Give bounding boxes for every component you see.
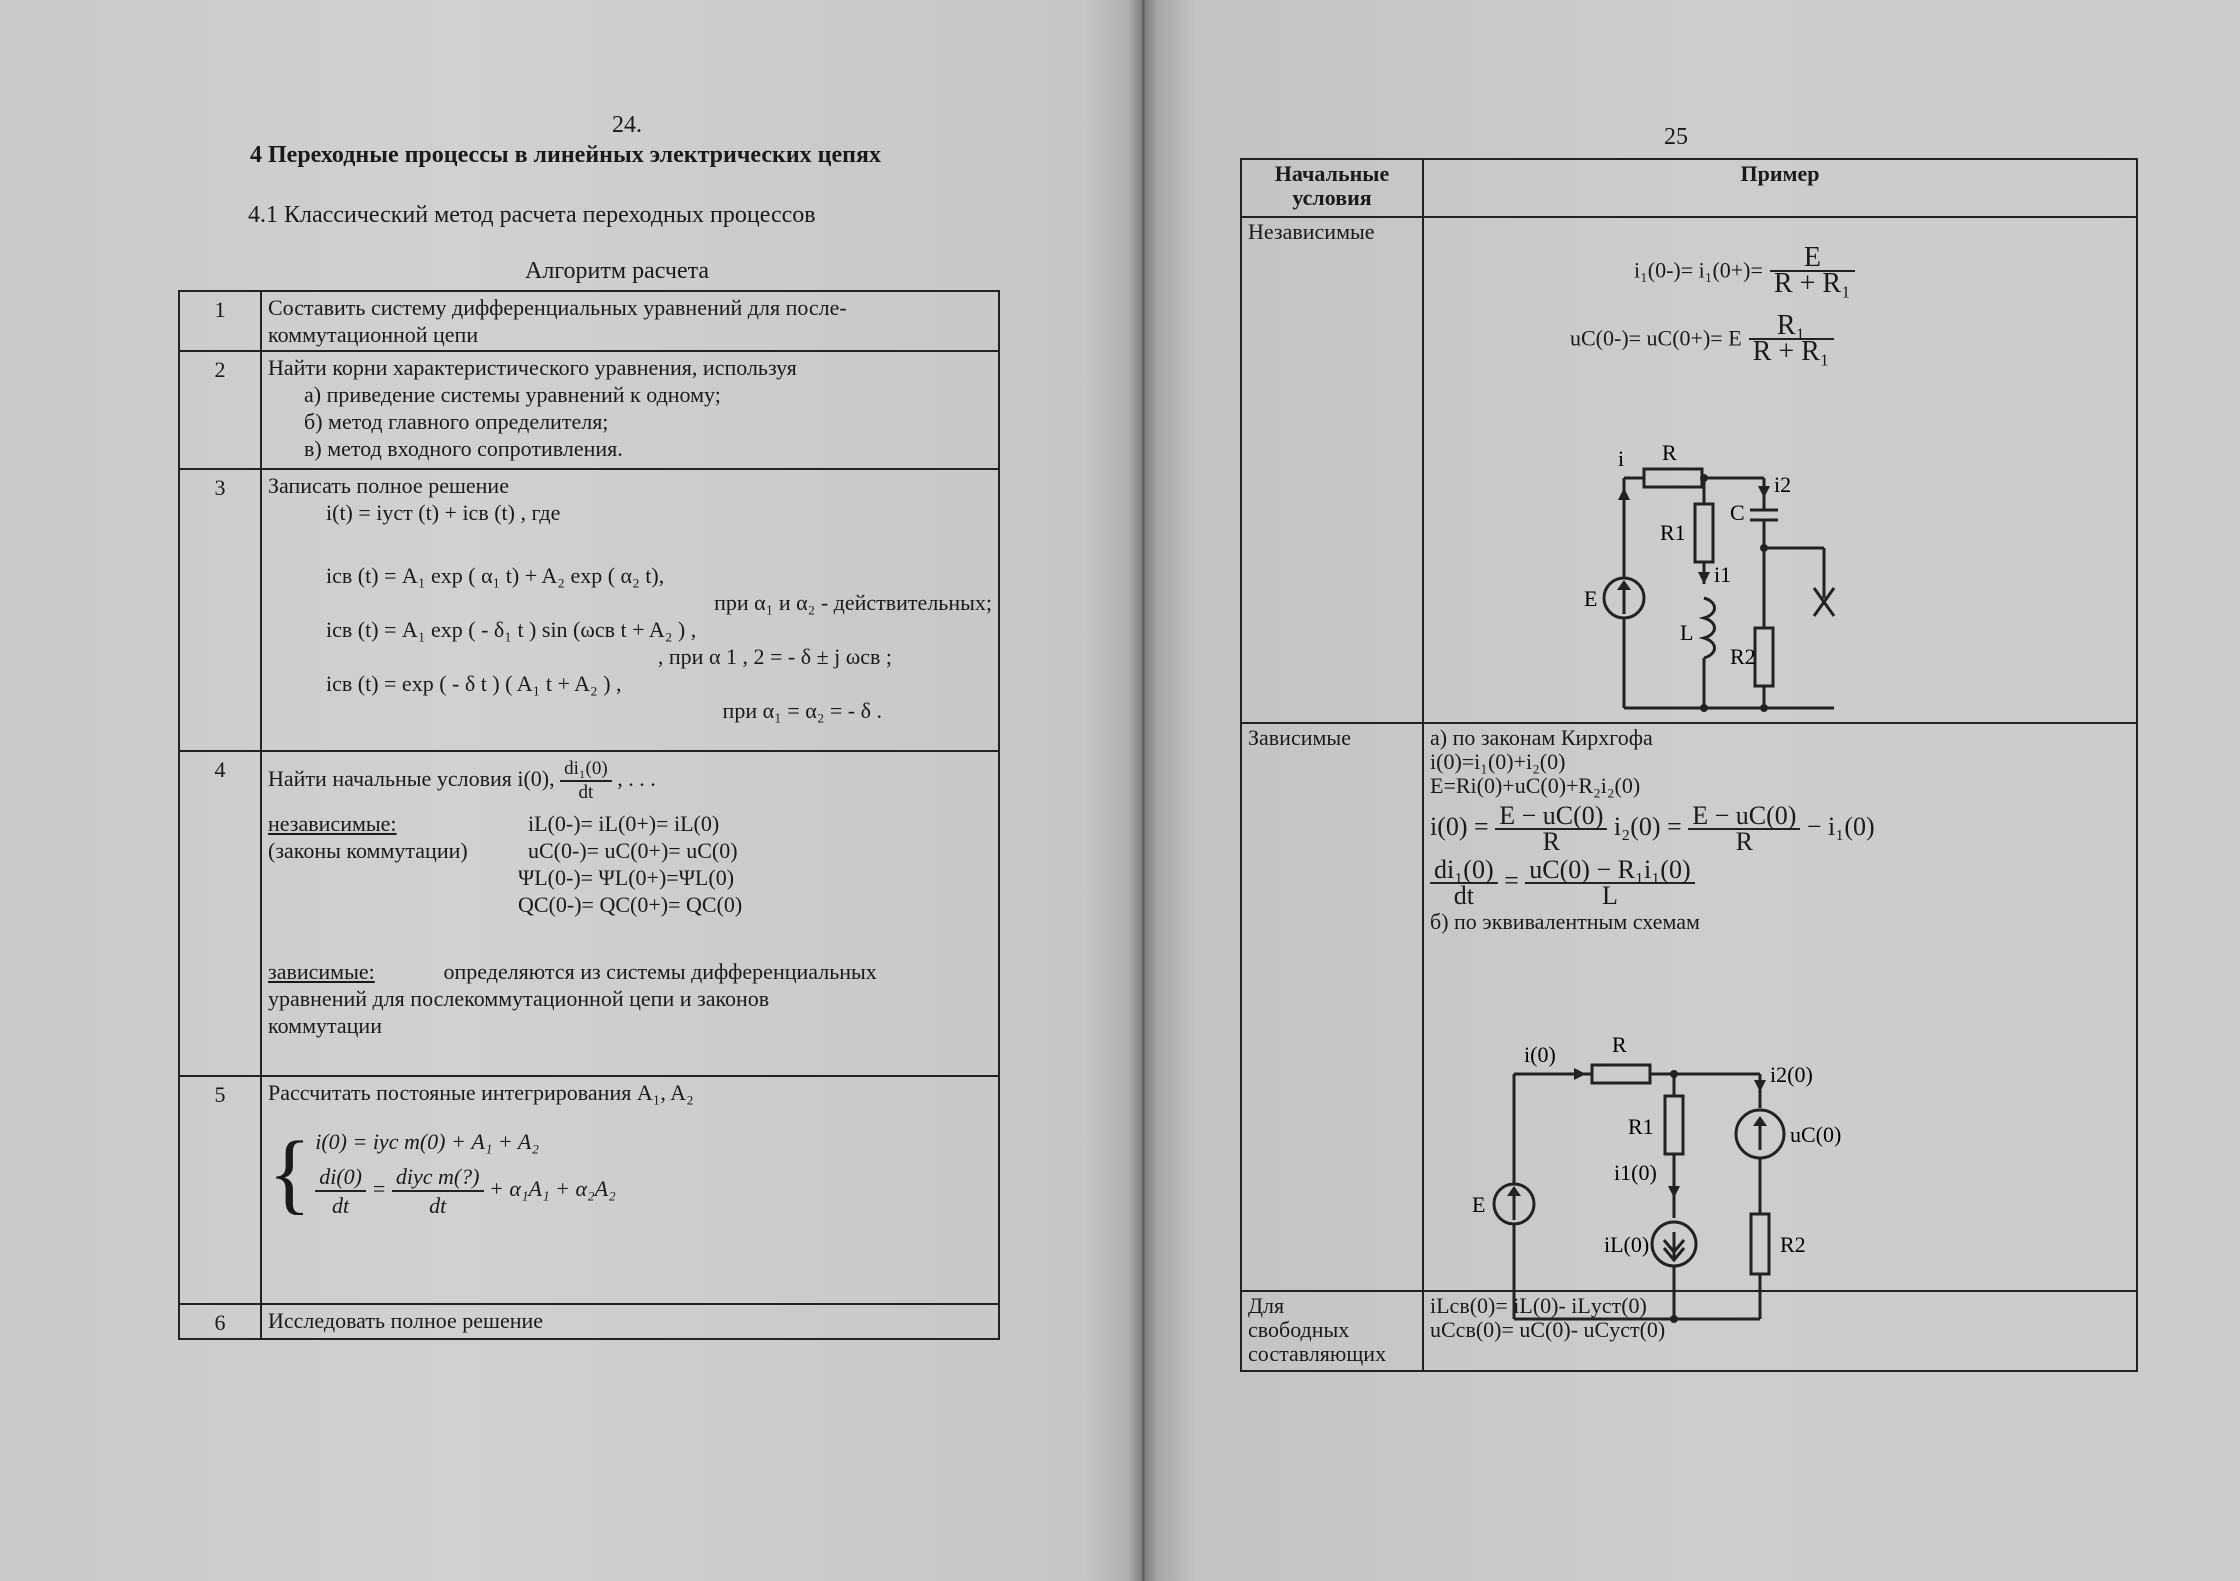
- label-iL0: iL(0): [1604, 1232, 1650, 1257]
- fraction-denominator: dt: [578, 782, 594, 803]
- fraction: [1688, 801, 1800, 856]
- page-number-left: 24.: [612, 112, 642, 138]
- formula-line: ΨL(0-)= ΨL(0+)=ΨL(0): [518, 865, 735, 890]
- system-brace: {: [268, 1123, 312, 1223]
- fraction-numerator: diус т(?): [392, 1163, 484, 1192]
- table-row: [179, 291, 999, 351]
- formula-line: iсв (t) = exp ( - δ t ) ( A₁ t + A₂ ) ,: [326, 671, 622, 696]
- chapter-heading: 4 Переходные процессы в линейных электрических цепях: [250, 142, 881, 168]
- table-row: [179, 1304, 999, 1339]
- formula-line: uC(0-)= uC(0+)= uC(0): [528, 838, 738, 863]
- text-line: коммутации: [268, 1013, 382, 1038]
- circuit-diagram-2: [1464, 1032, 1842, 1334]
- method-a-title: а) по законам Кирхгофа: [1430, 725, 1653, 750]
- row-content: [261, 751, 999, 1076]
- label-i20: i2(0): [1770, 1062, 1813, 1087]
- formula-line: iсв (t) = A₁ exp ( α₁ t) + A₂ exp ( α₂ t),: [326, 563, 665, 588]
- text-line: Составить систему дифференциальных уравнений для после-: [268, 295, 847, 320]
- table-row: [1241, 723, 2137, 1291]
- free-components-label: [1241, 1291, 1423, 1371]
- dependent-label: Зависимые: [1241, 723, 1423, 1291]
- fraction: [392, 1163, 484, 1219]
- text-line: определяются из системы дифференциальных: [443, 959, 877, 984]
- formula-line: iсв (t) = A₁ exp ( - δ₁ t ) sin (ωсв t + A₂ ) ,: [326, 617, 697, 642]
- table-row: [179, 351, 999, 469]
- table-row: [179, 751, 999, 1076]
- fraction-numerator: di(0): [315, 1163, 366, 1192]
- section-heading: 4.1 Классический метод расчета переходных процессов: [248, 202, 816, 228]
- fraction: [1525, 855, 1694, 910]
- fraction-numerator: uC(0) − R₁i₁(0): [1525, 858, 1694, 884]
- fraction-denominator: L: [1602, 881, 1618, 910]
- row-content: [261, 351, 999, 469]
- label-E: E: [1472, 1192, 1486, 1217]
- text-line: Найти корни характеристического уравнения, используя: [268, 355, 797, 380]
- dependent-label: зависимые:: [268, 959, 375, 984]
- fraction-denominator: R + R₁: [1752, 336, 1830, 367]
- row-content: [261, 469, 999, 751]
- label-i1: i1: [1714, 562, 1732, 587]
- text-line: , . . .: [617, 766, 656, 792]
- independent-label: Независимые: [1241, 217, 1423, 723]
- text-line: Исследовать полное решение: [268, 1308, 544, 1333]
- text-line: уравнений для послекоммутационной цепи и законов: [268, 986, 770, 1011]
- text-line: б) метод главного определителя;: [304, 409, 609, 434]
- label-i0: i(0): [1524, 1042, 1556, 1067]
- fraction-denominator: dt: [1453, 881, 1474, 910]
- fraction-numerator: E − uC(0): [1495, 804, 1607, 830]
- text-line: Для: [1248, 1293, 1285, 1318]
- label-R2: R2: [1730, 644, 1756, 669]
- table-caption: Алгоритм расчета: [525, 258, 710, 284]
- formula-line: при α₁ и α₂ - действительных;: [714, 590, 992, 615]
- independent-label: независимые:: [268, 811, 397, 836]
- row-number: 1: [179, 291, 261, 351]
- label-i10: i1(0): [1614, 1160, 1657, 1185]
- formula-line: i(0)=i₁(0)+i₂(0): [1430, 749, 1566, 774]
- fraction-numerator: di₁(0): [1430, 858, 1498, 884]
- formula-line: + α₁A₁ + α₂A₂: [489, 1176, 616, 1202]
- fraction-denominator: dt: [332, 1193, 350, 1218]
- table-row: [179, 1076, 999, 1304]
- fraction-denominator: R: [1542, 827, 1560, 856]
- formula-text: uC(0-)= uC(0+)= E: [1570, 325, 1742, 351]
- fraction: [315, 1163, 366, 1219]
- text-line: коммутационной цепи: [268, 322, 479, 347]
- label-R: R: [1612, 1032, 1627, 1057]
- fraction: [1495, 801, 1607, 856]
- formula-text: i(0) =: [1430, 811, 1489, 841]
- label-uC0: uC(0): [1790, 1122, 1842, 1147]
- row-number: 4: [179, 751, 261, 1076]
- label-R: R: [1662, 440, 1677, 465]
- formula-text: i₁(0-)= i₁(0+)=: [1634, 257, 1763, 283]
- text-line: составляющих: [1248, 1341, 1387, 1366]
- table-row: [179, 469, 999, 751]
- label-E: E: [1584, 586, 1598, 611]
- circuit-diagram-1: [1584, 440, 1964, 728]
- text-line: Записать полное решение: [268, 473, 509, 498]
- fraction-denominator: R + R₁: [1773, 268, 1851, 299]
- fraction-denominator: R: [1735, 827, 1753, 856]
- label-C: C: [1730, 500, 1745, 525]
- text-line: а) приведение системы уравнений к одному;: [304, 382, 721, 407]
- column-header-conditions: Начальные условия: [1241, 159, 1423, 217]
- formula-line: iLсв(0)= iL(0)- iLуст(0): [1430, 1293, 1647, 1318]
- text-line: в) метод входного сопротивления.: [304, 436, 623, 461]
- text-line: свободных: [1248, 1317, 1350, 1342]
- label-i: i: [1618, 446, 1625, 471]
- label-R1: R1: [1660, 520, 1686, 545]
- row-number: 6: [179, 1304, 261, 1339]
- formula-line: E=Ri(0)+uC(0)+R₂i₂(0): [1430, 773, 1641, 798]
- formula-text: − i₁(0): [1806, 811, 1875, 841]
- column-header-example: Пример: [1423, 159, 2137, 217]
- method-b-title: б) по эквивалентным схемам: [1430, 909, 1700, 934]
- row-number: 5: [179, 1076, 261, 1304]
- formula-line: i(0) = iус т(0) + A₁ + A₂: [315, 1129, 539, 1154]
- formula-line: i(t) = iуст (t) + iсв (t) , где: [326, 500, 561, 525]
- fraction: [1749, 310, 1834, 367]
- fraction-numerator: E: [1770, 246, 1855, 272]
- dependent-example: а) по законам Кирхгофа i(0)=i₁(0)+i₂(0) E=Ri(0)+uC(0)+R₂i₂(0) i(0) = $\frac{E - uC(0)}{R}$ i₂(0) = $\frac{E - uC(0)}{R}$ − i₁(0) $\frac{\text{di₁(0)}}{dt}$ = $\frac{\text{uC(0) − R₁i₁(0)}}{L}$ б) по эквивалентным схемам i(0) R i2(0) R1 uC(0) E i1(0) iL(0) R2: [1423, 723, 2137, 1291]
- fraction: [1770, 242, 1855, 299]
- fraction-numerator: E − uC(0): [1688, 804, 1800, 830]
- independent-example: [1423, 217, 2137, 723]
- book-spine: [1128, 0, 1158, 1581]
- fraction-numerator: R₁: [1749, 314, 1834, 340]
- row-number: 3: [179, 469, 261, 751]
- formula-line: , при α 1 , 2 = - δ ± j ωсв ;: [657, 644, 892, 669]
- formula-line: QC(0-)= QC(0+)= QC(0): [518, 892, 743, 917]
- table-row: [1241, 217, 2137, 723]
- formula-line: uCсв(0)= uC(0)- uCуст(0): [1430, 1317, 1666, 1342]
- fraction: [1430, 855, 1498, 910]
- algorithm-table: [178, 290, 1000, 1340]
- text-line: Рассчитать постояные интегрирования A₁, A₂: [268, 1080, 694, 1105]
- formula-text: i₂(0) =: [1613, 811, 1682, 841]
- formula-line: при α₁ = α₂ = - δ .: [722, 698, 882, 723]
- fraction-denominator: dt: [429, 1193, 447, 1218]
- row-number: 2: [179, 351, 261, 469]
- row-content: [261, 291, 999, 351]
- fraction: [560, 758, 612, 804]
- label-i2: i2: [1774, 472, 1792, 497]
- text-line: (законы коммутации): [268, 838, 468, 863]
- initial-conditions-table: [1240, 158, 2138, 1372]
- row-content: [261, 1304, 999, 1339]
- label-R1: R1: [1628, 1114, 1654, 1139]
- formula-line: iL(0-)= iL(0+)= iL(0): [528, 811, 720, 836]
- text-line: Найти начальные условия i(0),: [268, 766, 555, 792]
- fraction-numerator: di₁(0): [560, 758, 612, 782]
- table-header-row: [1241, 159, 2137, 217]
- label-L: L: [1680, 620, 1694, 645]
- row-content: Рассчитать постояные интегрирования A₁, A₂ { i(0) = iус т(0) + A₁ + A₂ $\frac{di(0)}{dt}$ = $\frac{\text{diус т(?)}}{dt}$ + α₁A₁ + α₂A₂: [261, 1076, 999, 1304]
- label-R2: R2: [1780, 1232, 1806, 1257]
- page-number-right: 25: [1664, 124, 1688, 150]
